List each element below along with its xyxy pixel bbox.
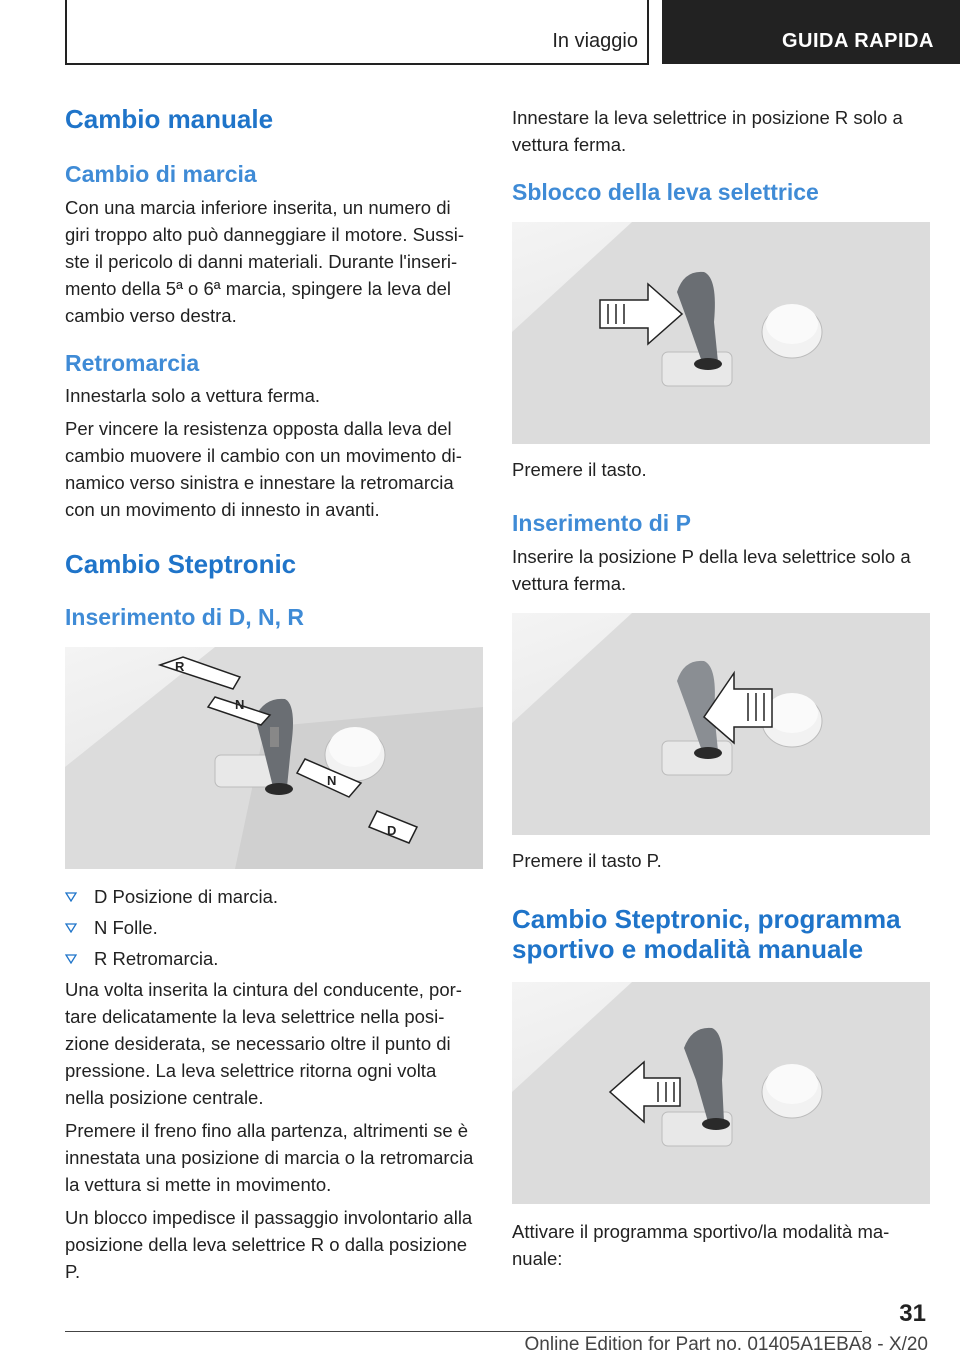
text-after-3: Un blocco impedisce il passaggio involontario alla posizione della leva selettrice R o dalla posizione P. xyxy=(65,1207,473,1282)
caption-sblocco: Premere il tasto. xyxy=(512,459,647,480)
list-item: R Retromarcia. xyxy=(65,945,479,972)
text-right-top: Innestare la leva selettrice in posizione R solo a vettura ferma. xyxy=(512,107,903,155)
left-column xyxy=(65,96,479,1285)
text-retromarcia-1: Innestarla solo a vettura ferma. xyxy=(65,385,321,406)
img1-label-n-top: N xyxy=(235,697,245,712)
caption-p: Premere il tasto P. xyxy=(512,850,662,871)
heading-inserimento-p: Inserimento di P xyxy=(512,510,691,536)
header-tab-label: GUIDA RAPIDA xyxy=(782,30,934,52)
triangle-bullet-icon xyxy=(65,892,77,902)
gear-selector-dnr-illustration xyxy=(65,647,483,869)
sport-mode-illustration xyxy=(512,982,930,1204)
heading-sport: Cambio Steptronic, programma sportivo e modalità manuale xyxy=(512,904,901,964)
footer-edition: Online Edition for Part no. 01405A1EBA8 - X/20 xyxy=(524,1334,928,1355)
heading-retromarcia: Retromarcia xyxy=(65,350,200,376)
text-retromarcia-2: Per vincere la resistenza opposta dalla leva del cambio muovere il cambio con un movimento dinamico verso sinistra e innestare la retromarcia con un movimento di innesto in avanti. xyxy=(65,418,462,520)
text-after-1: Una volta inserita la cintura del conducente, portare delicatamente la leva selettrice nella posizione desiderata, se necessario oltre il punto di pressione. La leva selettrice ritorna ogni volta nella posizione centrale. xyxy=(65,979,462,1108)
text-inserimento-p: Inserire la posizione P della leva selettrice solo a vettura ferma. xyxy=(512,546,911,594)
heading-steptronic: Cambio Steptronic xyxy=(65,549,297,579)
heading-cambio-manuale: Cambio manuale xyxy=(65,104,274,134)
header-rule-right xyxy=(647,0,649,64)
heading-inserimento-dnr: Inserimento di D, N, R xyxy=(65,604,304,630)
footer-rule xyxy=(65,1331,862,1332)
triangle-bullet-icon xyxy=(65,923,77,933)
heading-cambio-marcia: Cambio di marcia xyxy=(65,161,257,187)
heading-sblocco: Sblocco della leva selettrice xyxy=(512,179,819,205)
selector-unlock-illustration xyxy=(512,222,930,444)
caption-sport: Attivare il programma sportivo/la modalità manuale: xyxy=(512,1221,890,1269)
text-after-2: Premere il freno fino alla partenza, altrimenti se è innestata una posizione di marcia o la retromarcia la vettura si mette in movimento. xyxy=(65,1120,474,1195)
header-rule-left xyxy=(65,0,67,64)
list-item: D Posizione di marcia. xyxy=(65,883,479,910)
right-column xyxy=(512,96,930,1272)
header-rule-bottom xyxy=(65,63,649,65)
img1-label-n-bottom: N xyxy=(327,773,337,788)
page-number: 31 xyxy=(899,1300,926,1327)
gear-positions-list xyxy=(65,883,479,972)
header-section-title: In viaggio xyxy=(552,30,638,52)
triangle-bullet-icon xyxy=(65,954,77,964)
header-tab[interactable] xyxy=(662,0,960,64)
list-item: N Folle. xyxy=(65,914,479,941)
text-cambio-marcia: Con una marcia inferiore inserita, un numero di giri troppo alto può danneggiare il motore. Sussiste il pericolo di danni materiali. Durante l'inserimento della 5ª o 6ª marcia, spingere la leva del cambio verso destra. xyxy=(65,197,465,326)
park-button-illustration xyxy=(512,613,930,835)
img1-label-r: R xyxy=(175,659,185,674)
img1-label-d: D xyxy=(387,823,397,838)
